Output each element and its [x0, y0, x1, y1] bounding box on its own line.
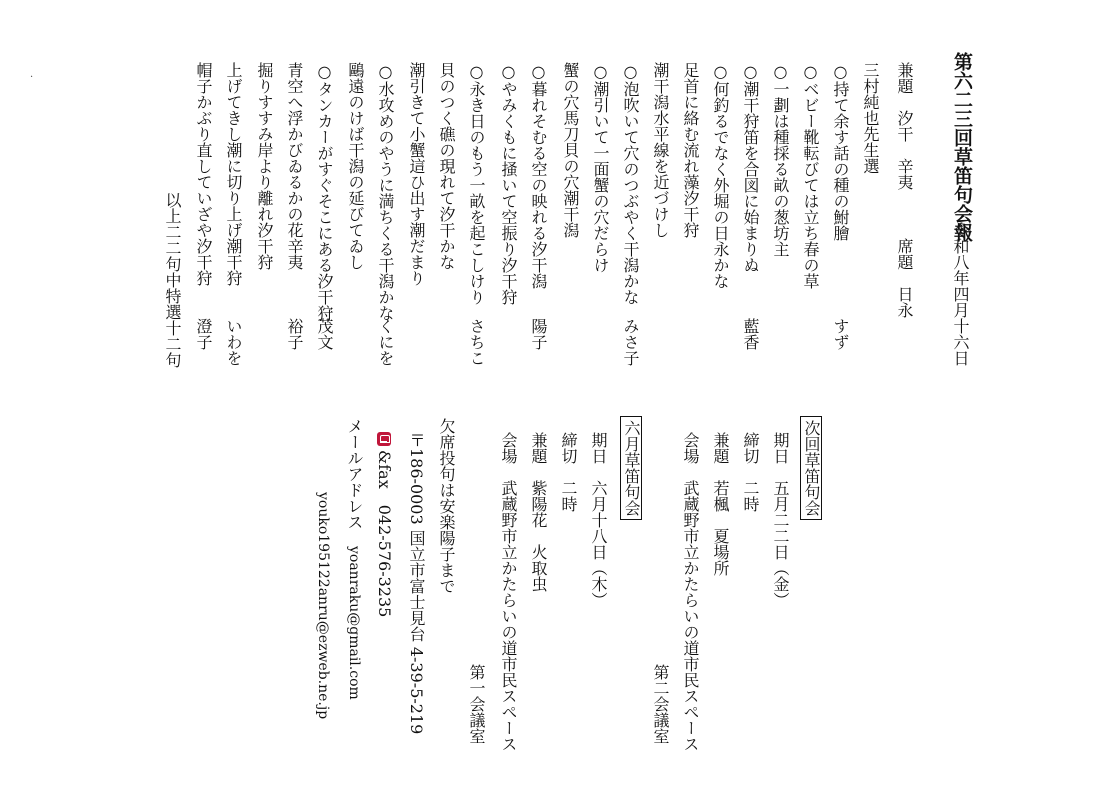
next-meeting-venue-value: 武蔵野市立かたらいの道市民スペース: [681, 480, 700, 752]
june-meeting-venue: [500, 432, 516, 752]
june-meeting-date-value: 六月十八日（木）: [589, 480, 608, 608]
next-meeting-kendai-value: 若楓 夏場所: [711, 480, 730, 576]
poem: ○潮引いて一面蟹の穴だらけ: [591, 62, 610, 273]
poem-author: みさ子: [621, 318, 640, 366]
mail-line: [346, 418, 362, 700]
selection-summary: 以上二二句中特選十二句: [163, 192, 182, 368]
june-meeting-heading-label: 六月草笛句会: [620, 416, 642, 520]
poem-author: くにを: [376, 318, 395, 366]
poem: ○潮干狩笛を合図に始まりぬ: [741, 62, 760, 273]
next-meeting-room: 第二会議室: [651, 664, 670, 744]
poem: 鷗遠のけば干潟の延びてゐし: [346, 62, 365, 270]
poem: 蟹の穴馬刀貝の穴潮干潟: [561, 62, 580, 238]
poem: ○永き日のもう一畝を起こしけり: [467, 62, 486, 305]
next-meeting-heading-label: 次回草笛句会: [800, 416, 822, 520]
sekidai-label: 席題: [895, 238, 914, 270]
mail-address-2[interactable]: youko195122anru@ezweb.ne.jp: [315, 492, 331, 720]
june-meeting-heading: [620, 416, 642, 520]
next-meeting-date-value: 五月二二日（金）: [771, 480, 790, 608]
poem: 帽子かぶり直していざや汐干狩: [194, 62, 213, 286]
june-meeting-room: 第一会議室: [467, 664, 486, 744]
next-meeting-deadline: [742, 432, 758, 512]
next-meeting-venue-label: 会場: [681, 432, 700, 464]
poem: ○タンカーがすぐそこにある汐干狩: [315, 62, 334, 321]
tel-fax: [376, 432, 392, 617]
next-meeting-kendai: [712, 432, 728, 576]
poem: 貝のつく礁の現れて汐干かな: [437, 62, 456, 270]
postal-address: 〒186-0003 国立市富士見台 4-39-5-219: [407, 432, 426, 735]
next-meeting-deadline-value: 二時: [741, 480, 760, 512]
topics-line: [896, 62, 912, 318]
kendai-value: 汐干: [895, 110, 914, 142]
june-meeting-date-label: 期日: [589, 432, 608, 464]
tel-fax-label: &fax: [375, 450, 394, 489]
poem: 潮干潟水平線を近づけし: [651, 62, 670, 238]
absentee-note: 欠席投句は安楽陽子まで: [437, 418, 456, 594]
june-meeting-deadline-label: 締切: [559, 432, 578, 464]
poem-author: 裕子: [285, 318, 304, 350]
stray-dot: ·: [30, 72, 34, 83]
mail-label: メールアドレス: [345, 418, 364, 530]
poem-author: 藍香: [741, 318, 760, 350]
poem: ○やみくもに掻いて空振り汐干狩: [499, 62, 518, 305]
poem: ○暮れそむる空の映れる汐干潟: [529, 62, 548, 289]
next-meeting-venue: [682, 432, 698, 752]
poem-author: すず: [831, 318, 850, 350]
report-date: 令和八年四月十六日: [951, 222, 970, 366]
next-meeting-date: [772, 432, 788, 608]
poem: 青空へ浮かびゐるかの花辛夷: [285, 62, 304, 270]
june-meeting-venue-value: 武蔵野市立かたらいの道市民スペース: [499, 480, 518, 752]
kendai-value-2: 辛夷: [895, 158, 914, 190]
tel-fax-number: 042-576-3235: [375, 504, 394, 618]
june-meeting-deadline-value: 二時: [559, 480, 578, 512]
poem-author: さちこ: [467, 318, 486, 366]
next-meeting-kendai-label: 兼題: [711, 432, 730, 464]
next-meeting-deadline-label: 締切: [741, 432, 760, 464]
kendai-label: 兼題: [895, 62, 914, 94]
poem: ○泡吹いて穴のつぶやく干潟かな: [621, 62, 640, 305]
poem: 上げてきし潮に切り上げ潮干狩: [224, 62, 243, 286]
june-meeting-date: [590, 432, 606, 608]
poem: 潮引きて小蟹這ひ出す潮だまり: [407, 62, 426, 286]
june-meeting-kendai-value: 紫陽花 火取虫: [529, 480, 548, 592]
page-title: 第六二三回草笛句会報: [951, 52, 973, 242]
sekidai-value: 日永: [895, 286, 914, 318]
poem: ○水攻めのやうに満ちくる干潟かな: [376, 62, 395, 321]
poem: ○ベビー靴転びては立ち春の草: [801, 62, 820, 289]
selector-name: 三村純也先生選: [861, 62, 880, 174]
poem: ○持て余す話の種の鮒膾: [831, 62, 850, 241]
poem-author: 茂文: [315, 318, 334, 350]
june-meeting-venue-label: 会場: [499, 432, 518, 464]
next-meeting-heading: [800, 416, 822, 520]
june-meeting-kendai: [530, 432, 546, 592]
poem: 掘りすすみ岸より離れ汐干狩: [255, 62, 274, 270]
june-meeting-deadline: [560, 432, 576, 512]
june-meeting-kendai-label: 兼題: [529, 432, 548, 464]
next-meeting-date-label: 期日: [771, 432, 790, 464]
poem-author: 澄子: [194, 318, 213, 350]
poem-author: 陽子: [529, 318, 548, 350]
telephone-icon: [377, 432, 391, 446]
poem: 足首に絡む流れ藻汐干狩: [681, 62, 700, 238]
mail-address-1[interactable]: yoanraku@gmail.com: [346, 546, 362, 700]
poem-author: いわを: [224, 318, 243, 366]
poem: ○何釣るでなく外堀の日永かな: [711, 62, 730, 289]
poem: ○一劃は種採る畝の葱坊主: [771, 62, 790, 257]
